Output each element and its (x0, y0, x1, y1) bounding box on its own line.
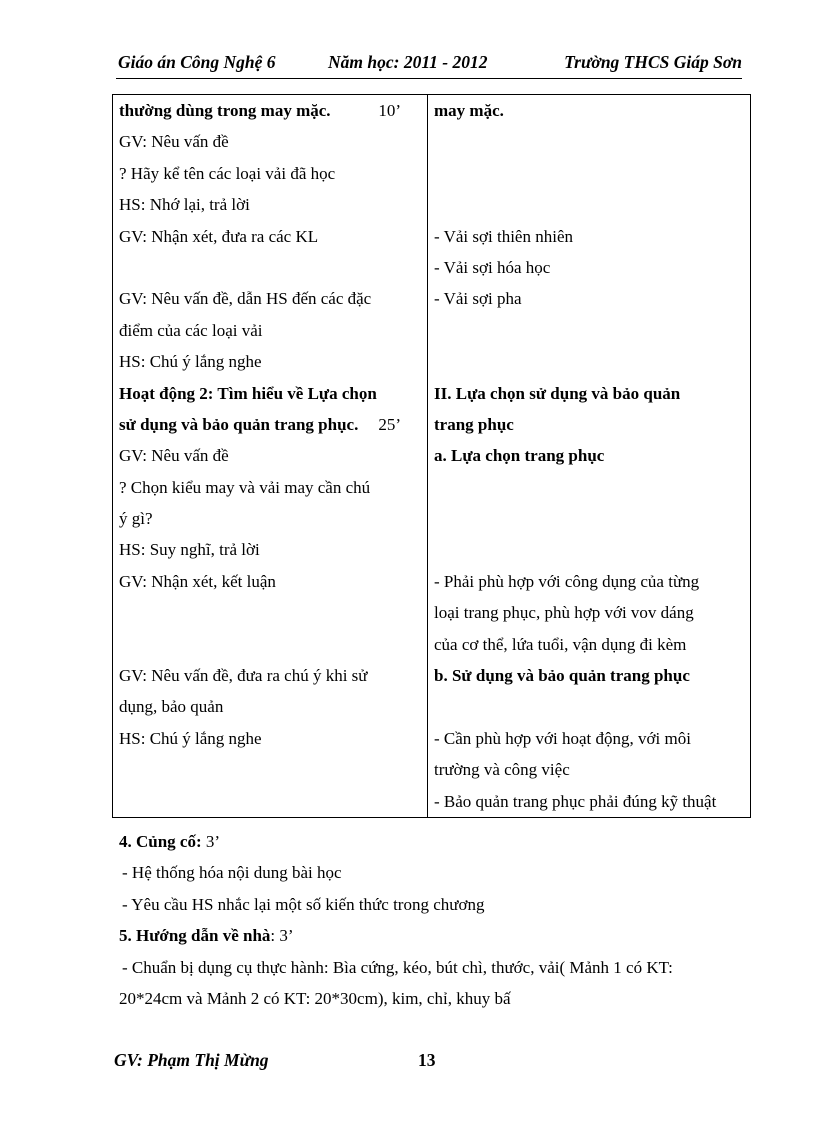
consolidation-heading-line (119, 826, 673, 857)
activity-line-text: dụng, bảo quản (119, 697, 224, 717)
content-line-text: II. Lựa chọn sử dụng và bảo quản (434, 383, 681, 403)
footer-teacher: GV: Phạm Thị Mừng (114, 1050, 269, 1070)
lesson-table (112, 94, 751, 818)
activity-line (119, 503, 421, 534)
content-line-text: - Vải sợi pha (434, 289, 522, 309)
content-line (434, 472, 744, 503)
activity-line-text: điểm của các loại vải (119, 320, 263, 340)
activity-line-text: ? Hãy kể tên các loại vải đã học (119, 163, 336, 183)
activity-line (119, 472, 421, 503)
activity-line-text: GV: Nêu vấn đề (119, 446, 229, 466)
content-line-text: - Phải phù hợp với công dụng của từng (434, 571, 700, 591)
content-line (434, 126, 744, 157)
content-column (428, 95, 751, 818)
consolidation-item: - Yêu cầu HS nhắc lại một số kiến thức trong chương (122, 894, 485, 914)
content-line (434, 597, 744, 628)
content-line (434, 95, 744, 126)
activity-line-text: HS: Nhớ lại, trả lời (119, 195, 250, 215)
content-line-text: - Vải sợi thiên nhiên (434, 226, 573, 246)
activity-line-text: sử dụng và bảo quản trang phục. (119, 414, 359, 434)
activity-line (119, 723, 421, 754)
activity-duration: 10’ (378, 101, 401, 120)
table-row (113, 95, 751, 818)
content-line (434, 378, 744, 409)
activity-line (119, 629, 421, 660)
header-rule (116, 78, 742, 79)
activity-line-text: GV: Nêu vấn đề, đưa ra chú ý khi sử (119, 666, 368, 686)
activity-line-text: GV: Nhận xét, kết luận (119, 571, 276, 591)
activity-line (119, 252, 421, 283)
content-line (434, 754, 744, 785)
content-line (434, 503, 744, 534)
activity-line (119, 158, 421, 189)
content-line (434, 440, 744, 471)
header-school: Trường THCS Giáp Sơn (564, 52, 742, 72)
activity-line-text: ? Chọn kiểu may và vải may cần chú (119, 477, 371, 497)
content-line (434, 629, 744, 660)
after-table-section (119, 826, 673, 1014)
content-line (434, 315, 744, 346)
consolidation-heading: 4. Củng cố: (119, 832, 202, 851)
content-line (434, 158, 744, 189)
activity-line-text: Hoạt động 2: Tìm hiểu về Lựa chọn (119, 383, 377, 403)
homework-heading: 5. Hướng dẫn về nhà (119, 926, 271, 946)
content-line-text: - Cần phù hợp với hoạt động, với môi (434, 728, 691, 748)
activity-line-text: thường dùng trong may mặc. (119, 101, 331, 120)
page-footer (114, 1050, 734, 1076)
content-line (434, 660, 744, 691)
activity-line (119, 691, 421, 722)
activity-line-text: ý gì? (119, 509, 153, 529)
teacher-student-activities-column (113, 95, 428, 818)
consolidation-item: - Hệ thống hóa nội dung bài học (122, 863, 342, 883)
page-number: 13 (418, 1050, 436, 1070)
activity-line (119, 409, 421, 440)
activity-line-text: HS: Suy nghĩ, trả lời (119, 540, 260, 560)
content-line-text: - Vải sợi hóa học (434, 257, 551, 277)
content-line (434, 283, 744, 314)
activity-line (119, 786, 421, 817)
activity-line-text: HS: Chú ý lắng nghe (119, 352, 262, 372)
header-school-year: Năm học: 2011 - 2012 (328, 52, 488, 72)
activity-line (119, 95, 421, 126)
content-line (434, 346, 744, 377)
activity-line (119, 566, 421, 597)
activity-line (119, 126, 421, 157)
homework-item: - Chuẩn bị dụng cụ thực hành: Bìa cứng, kéo, bút chì, thước, vải( Mảnh 1 có KT: (122, 957, 673, 977)
homework-item: 20*24cm và Mảnh 2 có KT: 20*30cm), kim, chỉ, khuy bấ (119, 988, 511, 1008)
activity-line (119, 440, 421, 471)
activity-line-text: GV: Nêu vấn đề (119, 132, 229, 152)
activity-line (119, 189, 421, 220)
content-line-text: của cơ thể, lứa tuổi, vận dụng đi kèm (434, 634, 687, 654)
activity-line (119, 315, 421, 346)
activity-line-text: HS: Chú ý lắng nghe (119, 728, 262, 748)
content-line (434, 691, 744, 722)
activity-line (119, 346, 421, 377)
activity-line (119, 534, 421, 565)
activity-line-text: GV: Nhận xét, đưa ra các KL (119, 226, 319, 246)
content-line-text: b. Sử dụng và bảo quản trang phục (434, 666, 690, 686)
activity-line (119, 221, 421, 252)
activity-line (119, 754, 421, 785)
activity-line-text: GV: Nêu vấn đề, dẫn HS đến các đặc (119, 289, 372, 309)
content-line-text: loại trang phục, phù hợp với vov dáng (434, 603, 694, 623)
content-line-text: a. Lựa chọn trang phục (434, 446, 605, 466)
content-line-text: trường và công việc (434, 760, 570, 780)
homework-heading-line (119, 920, 673, 951)
content-line-text: may mặc. (434, 101, 504, 120)
activity-line (119, 283, 421, 314)
consolidation-time: 3’ (201, 832, 221, 851)
header-subject: Giáo án Công Nghệ 6 (118, 52, 276, 72)
homework-time: : 3’ (270, 926, 294, 946)
activity-line (119, 378, 421, 409)
content-line (434, 723, 744, 754)
content-line (434, 534, 744, 565)
content-line (434, 566, 744, 597)
page-header (116, 52, 742, 78)
content-line (434, 409, 744, 440)
content-line-text: trang phục (434, 414, 514, 434)
content-line (434, 221, 744, 252)
content-line (434, 189, 744, 220)
content-line (434, 786, 744, 817)
activity-line (119, 597, 421, 628)
activity-line (119, 660, 421, 691)
activity-duration: 25’ (378, 414, 401, 434)
content-line (434, 252, 744, 283)
content-line-text: - Bảo quản trang phục phải đúng kỹ thuật (434, 791, 717, 811)
